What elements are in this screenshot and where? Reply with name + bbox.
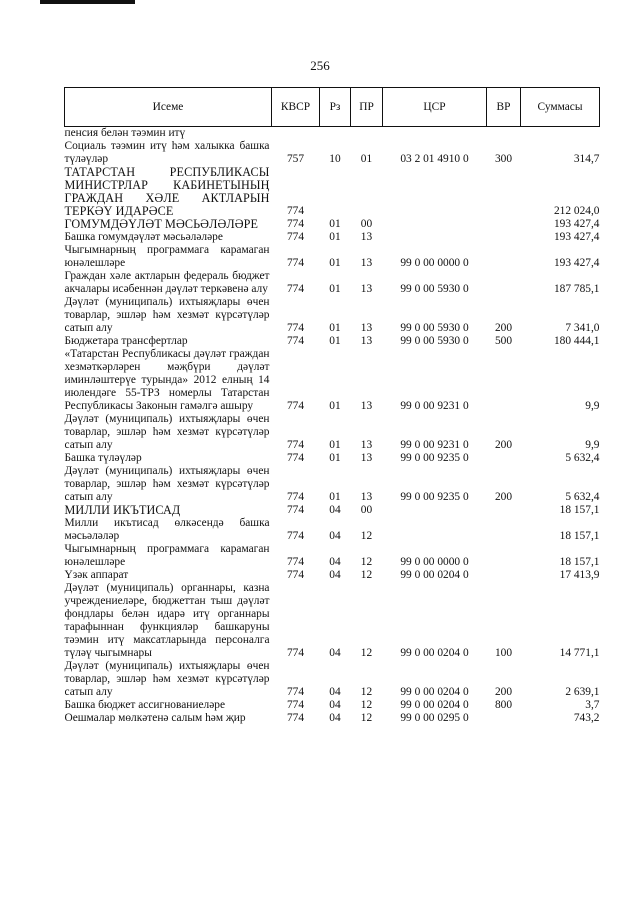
cell-csr [383,517,487,543]
cell-rz: 10 [329,153,341,165]
cell-vr [487,712,521,725]
cell-kvsr: 774 [286,556,305,568]
cell-sum: 7 341,0 [565,322,600,334]
cell-rz: 04 [329,504,341,516]
cell-sum: 187 785,1 [553,283,600,295]
cell-pr: 13 [360,231,373,243]
cell-vr: 300 [494,153,513,165]
cell-rz [320,127,351,141]
cell-rz: 01 [329,439,341,451]
cell-name: Социаль тәэмин итү һәм халыкка башка түләүләр [64,140,270,165]
cell-name: Дәүләт (муниципаль) ихтыяҗлары өчен товарлар, эшләр һәм хезмәт күрсәтүләр сатып алу [64,413,270,451]
cell-vr [487,218,521,231]
cell-sum: 3,7 [585,699,600,711]
table-row [65,270,600,296]
cell-rz: 04 [329,556,341,568]
cell-kvsr: 774 [286,322,305,334]
cell-kvsr: 774 [286,712,305,724]
header-csr: ЦСР [383,88,487,127]
cell-csr [383,218,487,231]
cell-csr [383,231,487,244]
cell-csr [383,127,487,141]
cell-name: Башка гомумдәүләт мәсьәләләре [64,231,223,243]
cell-pr: 13 [360,335,373,347]
cell-vr [487,127,521,141]
cell-kvsr: 774 [286,647,305,659]
table-row [65,582,600,660]
cell-kvsr: 774 [286,231,305,243]
cell-sum: 9,9 [585,439,600,451]
cell-rz: 04 [329,530,341,542]
cell-vr: 200 [494,322,513,334]
cell-kvsr: 774 [286,699,305,711]
cell-pr: 00 [360,218,373,230]
table-row [65,569,600,582]
table-row [65,543,600,569]
cell-sum: 9,9 [585,400,600,412]
cell-pr: 12 [360,569,373,581]
cell-name: Оешмалар мөлкәтенә салым һәм җир [64,712,246,724]
cell-sum: 18 157,1 [559,530,600,542]
cell-pr: 13 [360,491,373,503]
cell-sum: 193 427,4 [553,231,600,243]
header-kvsr: КВСР [272,88,320,127]
cell-csr: 99 0 00 0295 0 [400,712,469,724]
cell-csr: 99 0 00 5930 0 [400,283,469,295]
cell-pr [351,127,383,141]
cell-sum: 2 639,1 [565,686,600,698]
table-row [65,127,600,141]
header-vr: ВР [487,88,521,127]
cell-rz: 01 [329,283,341,295]
cell-name: «Татарстан Республикасы дәүләт граждан хезмәткәрләрен мәҗбүри дәүләт иминләштерүе турында» 2012 елның 14 июлендәге 55-ТРЗ номерлы Татарстан Республикасы Законын гамәлгә ашыру [64,348,270,412]
cell-vr [487,244,521,270]
cell-vr [487,543,521,569]
cell-kvsr [272,127,320,141]
table-row [65,166,600,218]
table-row [65,231,600,244]
cell-csr: 99 0 00 9231 0 [400,400,469,412]
cell-rz: 01 [329,335,341,347]
table-row [65,140,600,166]
cell-kvsr: 774 [286,686,305,698]
cell-csr: 99 0 00 9231 0 [400,439,469,451]
cell-kvsr: 757 [286,153,305,165]
cell-rz [320,166,351,218]
cell-kvsr: 774 [286,400,305,412]
cell-csr [383,504,487,517]
cell-name: Дәүләт (муниципаль) ихтыяҗлары өчен товарлар, эшләр һәм хезмәт күрсәтүләр сатып алу [64,465,270,503]
cell-vr [487,348,521,413]
cell-csr: 99 0 00 0204 0 [400,699,469,711]
page-number: 256 [310,58,330,73]
cell-pr: 13 [360,452,373,464]
cell-sum: 5 632,4 [565,452,600,464]
cell-rz: 04 [329,647,341,659]
cell-pr: 12 [360,712,373,724]
cell-name: Граждан хәле актларын федераль бюджет акчалары исәбеннән дәүләт теркәвенә алу [64,270,270,295]
cell-csr: 99 0 00 5930 0 [400,335,469,347]
header-pr: ПР [351,88,383,127]
table-row [65,218,600,231]
cell-vr [487,452,521,465]
table-row [65,335,600,348]
cell-rz: 04 [329,712,341,724]
cell-name: Милли икътисад өлкәсендә башка мәсьәләләр [64,517,270,542]
cell-rz: 04 [329,569,341,581]
cell-pr: 13 [360,283,373,295]
cell-vr: 200 [494,491,513,503]
cell-pr: 13 [360,400,373,412]
cell-kvsr: 774 [286,205,305,217]
table-row [65,348,600,413]
cell-pr [351,166,383,218]
cell-kvsr: 774 [286,491,305,503]
cell-pr: 12 [360,556,373,568]
table-body [65,127,600,726]
cell-sum: 17 413,9 [559,569,600,581]
cell-sum: 180 444,1 [553,335,600,347]
cell-sum: 743,2 [573,712,600,724]
cell-pr: 12 [360,647,373,659]
top-rule [40,0,135,4]
cell-vr: 200 [494,686,513,698]
cell-pr: 12 [360,686,373,698]
cell-rz: 01 [329,257,341,269]
cell-rz: 04 [329,686,341,698]
cell-csr: 99 0 00 0204 0 [400,647,469,659]
cell-pr: 12 [360,699,373,711]
table-row [65,244,600,270]
cell-rz: 01 [329,231,341,243]
cell-vr [487,270,521,296]
cell-rz: 01 [329,400,341,412]
cell-rz: 01 [329,452,341,464]
cell-vr [487,504,521,517]
cell-csr [383,166,487,218]
cell-pr: 00 [360,504,373,516]
cell-csr: 99 0 00 5930 0 [400,322,469,334]
cell-name: Башка түләүләр [64,452,142,464]
cell-pr: 01 [360,153,373,165]
cell-kvsr: 774 [286,283,305,295]
cell-sum: 18 157,1 [559,504,600,516]
header-name: Исеме [65,88,272,127]
cell-csr: 99 0 00 0000 0 [400,257,469,269]
cell-kvsr: 774 [286,218,305,230]
cell-kvsr: 774 [286,439,305,451]
cell-sum: 212 024,0 [553,205,600,217]
cell-name: МИЛЛИ ИКЪТИСАД [64,503,181,517]
cell-rz: 01 [329,491,341,503]
cell-sum: 18 157,1 [559,556,600,568]
cell-rz: 04 [329,699,341,711]
table-row [65,465,600,504]
cell-name: ГОМУМДӘҮЛӘТ МӘСЬӘЛӘЛӘРЕ [64,217,259,231]
cell-sum: 193 427,4 [553,257,600,269]
cell-name: Үзәк аппарат [64,569,129,581]
cell-name: Чыгымнарның программага карамаган юнәлешләре [64,244,270,269]
cell-csr: 99 0 00 0204 0 [400,686,469,698]
cell-sum: 14 771,1 [559,647,600,659]
cell-rz: 01 [329,218,341,230]
cell-name: Чыгымнарның программага карамаган юнәлешләре [64,543,270,568]
table-row [65,452,600,465]
cell-name: ТАТАРСТАН РЕСПУБЛИКАСЫ МИНИСТРЛАР КАБИНЕТЫНЫҢ ГРАЖДАН ХӘЛЕ АКТЛАРЫН ТЕРКӘҮ ИДАРӘСЕ [64,165,270,218]
cell-vr: 500 [494,335,513,347]
cell-csr: 99 0 00 0000 0 [400,556,469,568]
cell-rz: 01 [329,322,341,334]
cell-vr [487,166,521,218]
cell-name: пенсия белән тәэмин итү [64,127,186,139]
cell-kvsr: 774 [286,504,305,516]
cell-vr [487,569,521,582]
cell-sum: 314,7 [573,153,600,165]
cell-name: Башка бюджет ассигнованиеләре [64,699,226,711]
table-row [65,712,600,725]
cell-kvsr: 774 [286,530,305,542]
cell-csr: 03 2 01 4910 0 [400,153,469,165]
cell-pr: 12 [360,530,373,542]
cell-kvsr: 774 [286,452,305,464]
table-header-row [65,88,600,127]
cell-kvsr: 774 [286,335,305,347]
cell-pr: 13 [360,439,373,451]
cell-name: Дәүләт (муниципаль) ихтыяҗлары өчен товарлар, эшләр һәм хезмәт күрсәтүләр сатып алу [64,660,270,698]
budget-table [64,87,600,725]
table-row [65,517,600,543]
table-row [65,413,600,452]
cell-name: Дәүләт (муниципаль) органнары, казна учреждениеләре, бюджеттан тыш дәүләт фондлары белән идарә итү органнары тарафыннан функцияләр башкаруны тәэмин итү максатларында персоналга түләү чыгымнары [64,582,270,659]
cell-csr: 99 0 00 9235 0 [400,491,469,503]
table-row [65,504,600,517]
cell-name: Бюджетара трансфертлар [64,335,188,347]
cell-vr: 800 [494,699,513,711]
cell-name: Дәүләт (муниципаль) ихтыяҗлары өчен товарлар, эшләр һәм хезмәт күрсәтүләр сатып алу [64,296,270,334]
cell-vr: 200 [494,439,513,451]
header-sum: Суммасы [521,88,600,127]
cell-sum [521,127,600,141]
header-rz: Рз [320,88,351,127]
cell-sum: 193 427,4 [553,218,600,230]
table-row [65,699,600,712]
table-row [65,660,600,699]
cell-csr: 99 0 00 0204 0 [400,569,469,581]
cell-csr: 99 0 00 9235 0 [400,452,469,464]
cell-vr [487,231,521,244]
cell-pr: 13 [360,322,373,334]
cell-kvsr: 774 [286,257,305,269]
cell-vr [487,517,521,543]
cell-kvsr: 774 [286,569,305,581]
cell-sum: 5 632,4 [565,491,600,503]
cell-vr: 100 [494,647,513,659]
cell-pr: 13 [360,257,373,269]
table-row [65,296,600,335]
